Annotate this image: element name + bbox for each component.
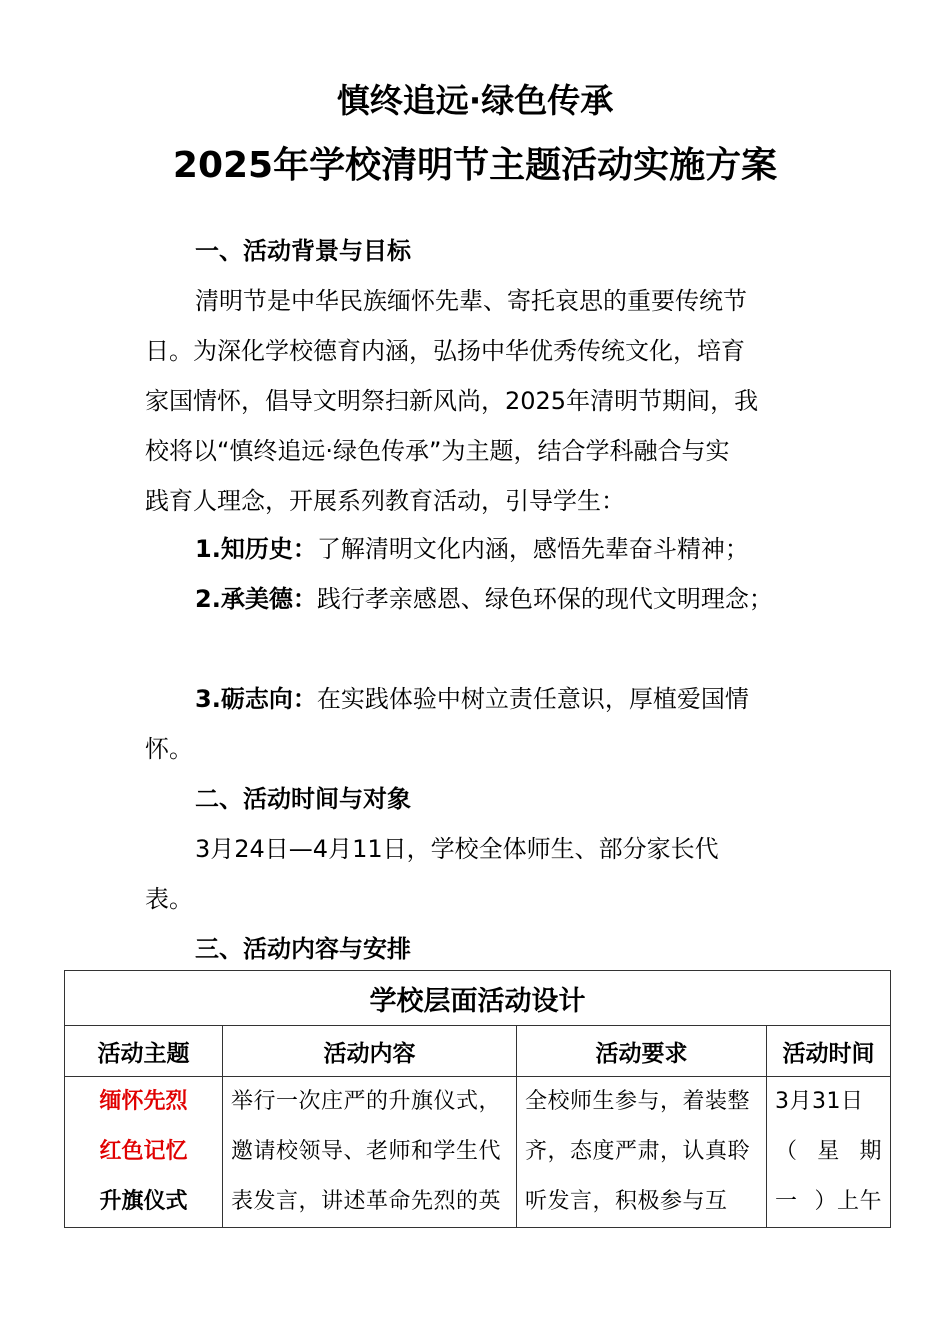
activity-table [64,970,891,1228]
goal-text: 了解清明文化内涵，感悟先辈奋斗精神； [316,535,749,563]
requirement-cell [517,1077,767,1228]
theme-line: 缅怀先烈 [99,1089,188,1114]
goal-label: 1.知历史： [195,535,317,563]
time-line: 3月31日 [775,1089,864,1114]
header-time: 活动时间 [767,1026,891,1077]
section1-para-line: 日。为深化学校德育内涵，弘扬中华优秀传统文化，培育 [145,337,745,365]
time-line [767,1177,890,1227]
time-fragment: 星 [817,1139,840,1164]
content-line: 表发言，讲述革命先烈的英 [231,1189,502,1214]
theme-cell [65,1077,223,1228]
section3-heading: 三、活动内容与安排 [195,935,411,963]
theme-line: 红色记忆 [99,1139,188,1164]
time-fragment: （ [775,1139,798,1164]
time-line [767,1127,890,1177]
goal-item [195,674,749,724]
goal-text: 在实践体验中树立责任意识，厚植爱国情 [316,685,749,713]
goal-label: 3.砺志向： [195,685,317,713]
section2-text-line: 表。 [145,885,193,913]
section1-para-line: 校将以“慎终追远·绿色传承”为主题，结合学科融合与实 [145,437,730,465]
header-content: 活动内容 [223,1026,517,1077]
content-line: 邀请校领导、老师和学生代 [231,1139,502,1164]
section1-heading: 一、活动背景与目标 [195,237,411,265]
section1-para-line: 清明节是中华民族缅怀先辈、寄托哀思的重要传统节 [195,287,747,315]
time-fragment: 期 [859,1139,882,1164]
header-theme: 活动主题 [65,1026,223,1077]
requirement-line: 听发言，积极参与互 [525,1189,728,1214]
time-fragment: 一 [775,1189,798,1214]
time-cell [767,1077,891,1228]
table-caption: 学校层面活动设计 [65,971,891,1026]
requirement-line: 全校师生参与，着装整 [525,1089,751,1114]
time-fragment: ）上午 [814,1189,882,1214]
section1-para-line: 家国情怀，倡导文明祭扫新风尚，2025年清明节期间，我 [145,387,759,415]
goal-label: 2.承美德： [195,585,317,613]
theme-line: 升旗仪式 [99,1189,188,1214]
table-row [65,1077,891,1228]
document-title-line1: 慎终追远·绿色传承 [336,81,614,120]
table-header-row [65,1026,891,1077]
goal-text: 践行孝亲感恩、绿色环保的现代文明理念； [316,585,773,613]
section2-heading: 二、活动时间与对象 [195,785,411,813]
content-line: 举行一次庄严的升旗仪式， [231,1089,502,1114]
header-requirement: 活动要求 [517,1026,767,1077]
section1-para-line: 践育人理念，开展系列教育活动，引导学生： [145,487,625,515]
content-cell [223,1077,517,1228]
goal-item [195,524,749,574]
goal-continuation: 怀。 [145,735,193,763]
goal-item [195,574,773,624]
section2-text-line: 3月24日—4月11日，学校全体师生、部分家长代 [195,835,719,863]
document-title-line2: 2025年学校清明节主题活动实施方案 [172,145,778,186]
requirement-line: 齐，态度严肃，认真聆 [525,1139,751,1164]
